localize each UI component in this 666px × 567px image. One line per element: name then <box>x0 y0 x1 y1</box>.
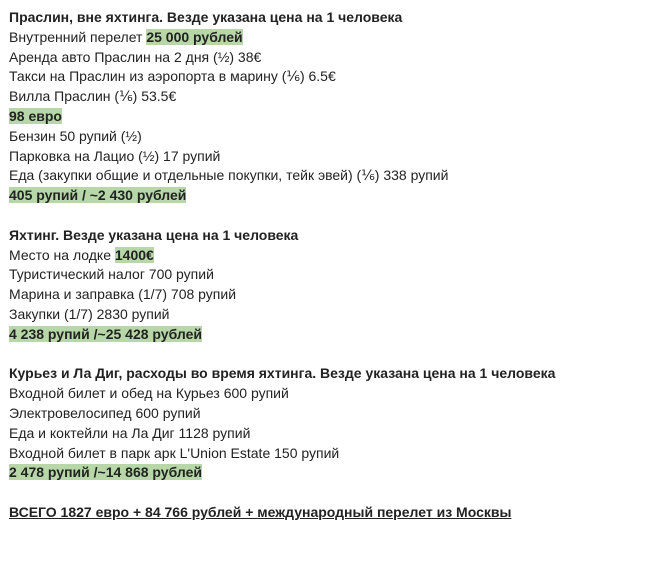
expense-line: Вилла Праслин (⅙) 53.5€ <box>9 88 177 105</box>
highlight-amount: 98 евро <box>9 107 62 124</box>
expense-line: Внутренний перелет 25 000 рублей <box>9 28 243 45</box>
subtotal-line <box>9 186 657 206</box>
expense-line: Входной билет и обед на Курьез 600 рупий <box>9 385 289 402</box>
expense-line: Закупки (1/7) 2830 рупий <box>9 305 170 322</box>
grand-total: ВСЕГО 1827 евро + 84 766 рублей + международный перелет из Москвы <box>9 503 512 520</box>
expense-line: Такси на Праслин из аэропорта в марину (⅙) 6.5€ <box>9 68 336 85</box>
subtotal-line <box>9 325 657 345</box>
spacer <box>9 206 657 226</box>
section-title-praslin: Праслин, вне яхтинга. Везде указана цена на 1 человека <box>9 9 403 25</box>
highlight-amount: 1400€ <box>114 246 154 263</box>
spacer <box>9 345 657 365</box>
expense-line: Входной билет в парк арк L'Union Estate 150 рупий <box>9 444 340 461</box>
expense-line: Бензин 50 рупий (½) <box>9 127 142 144</box>
subtotal-line <box>9 107 657 127</box>
expense-line: Место на лодке 1400€ <box>9 246 154 263</box>
spacer <box>9 483 657 503</box>
expense-line: Туристический налог 700 рупий <box>9 266 214 283</box>
expense-line: Электровелосипед 600 рупий <box>9 404 201 421</box>
expense-line: Еда (закупки общие и отдельные покупки, тейк эвей) (⅙) 338 рупий <box>9 167 449 184</box>
subtotal-line <box>9 463 657 483</box>
highlight-amount: 25 000 рублей <box>146 28 243 45</box>
expense-line: Еда и коктейли на Ла Диг 1128 рупий <box>9 424 251 441</box>
highlight-amount: 405 рупий / ~2 430 рублей <box>9 187 187 204</box>
highlight-amount: 2 478 рупий /~14 868 рублей <box>9 464 202 481</box>
expense-line: Марина и заправка (1/7) 708 рупий <box>9 286 237 303</box>
expense-line: Парковка на Лацио (½) 17 рупий <box>9 147 221 164</box>
highlight-amount: 4 238 рупий /~25 428 рублей <box>9 325 202 342</box>
expense-line: Аренда авто Праслин на 2 дня (½) 38€ <box>9 48 262 65</box>
section-title-curieuse-la-digue: Курьез и Ла Диг, расходы во время яхтинга. Везде указана цена на 1 человека <box>9 365 556 382</box>
section-title-yachting: Яхтинг. Везде указана цена на 1 человека <box>9 226 299 243</box>
